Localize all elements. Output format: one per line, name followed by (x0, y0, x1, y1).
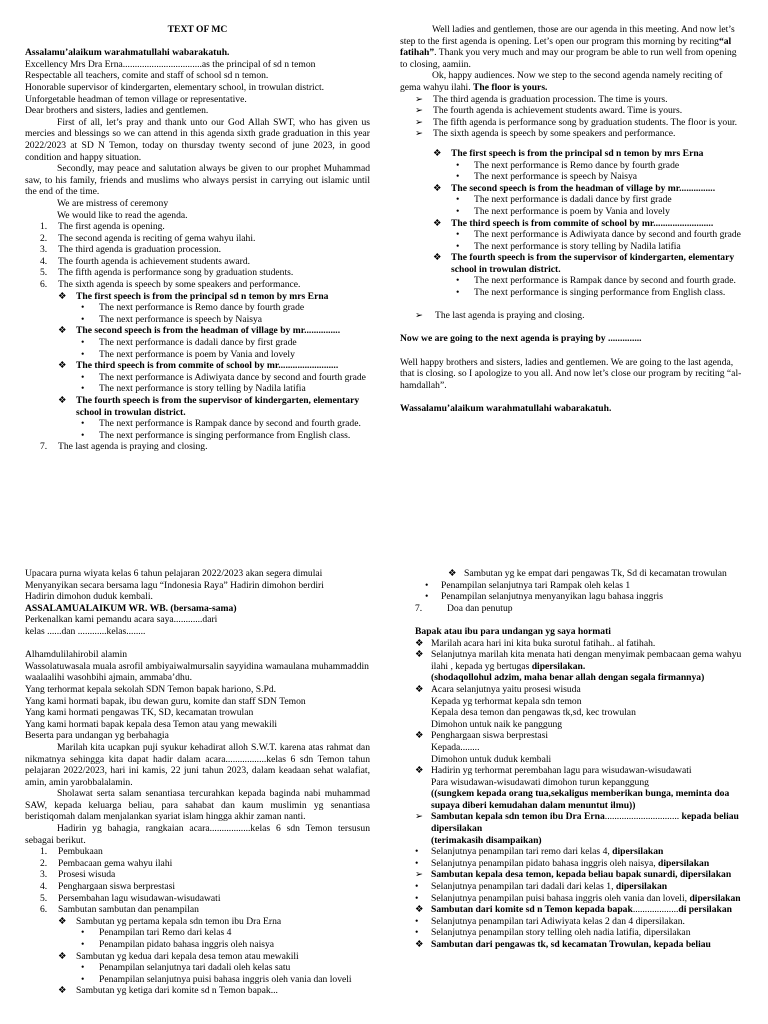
list-item (25, 881, 370, 893)
honorific-line: Yang terhormat kepala sekolah SDN Temon bapak harionо, S.Pd. (25, 683, 277, 695)
diamond-bullet-icon: ❖ (58, 395, 67, 406)
arrow-icon: ➢ (415, 93, 424, 105)
salutation-line: Dear brothers and sisters, ladies and gentlemen. (25, 105, 209, 117)
diamond-bullet-icon: ❖ (415, 904, 424, 916)
bullet-icon: • (81, 313, 85, 325)
document-title: TEXT OF MC (167, 24, 228, 35)
text-segment: Ok, happy audiences. Now we step to the second agenda namely reciting of gema wahyu ilahi. (400, 70, 723, 93)
list-text: The first speech is from the principal sd n temon by mrs Erna (451, 147, 704, 159)
agenda-intro-paragraph: Hadirin yg bahagia, rangkaian acara.................kelas 6 sdn Temon tersusun sebagai berikut. (25, 823, 370, 846)
salutation-lines (25, 59, 370, 117)
list-item (25, 893, 370, 905)
list-item (25, 279, 370, 291)
salutation-line: Unforgetable headman of temon village or representative. (25, 93, 247, 105)
list-item (25, 337, 370, 349)
agenda-list (25, 221, 370, 291)
honorific-line: Beserta para undangan yg berbahagia (25, 730, 169, 742)
list-item (415, 881, 745, 893)
bullet-icon: • (415, 846, 419, 858)
list-marker: 7. (40, 441, 48, 453)
diamond-bullet-icon: ❖ (415, 637, 424, 649)
list-number: 5. (40, 267, 48, 279)
list-item (25, 846, 370, 858)
list-text: The fifth agenda is performance song by graduation students. The floor is your. (433, 116, 738, 128)
sambutan-list-continued (415, 568, 745, 603)
bullet-icon: • (425, 591, 429, 603)
list-item (415, 869, 745, 881)
sholawat-paragraph: Sholawat serta salam senantiasa tercurahkan kepada baginda nabi muhammad SAW, kepada keluarga beliau, para sahabat dan kaum muslimin yg senantiasa beristiqomah dalam menjalankan syariat islam hingga akhir zaman nanti. (25, 788, 370, 823)
list-item (415, 939, 745, 951)
list-item (25, 325, 370, 337)
list-item (25, 985, 370, 997)
bullet-icon: • (456, 229, 460, 241)
list-item (25, 395, 370, 418)
diamond-bullet-icon: ❖ (448, 568, 457, 579)
diamond-bullet-icon: ❖ (433, 217, 442, 229)
list-item (400, 229, 745, 241)
bullet-icon: • (415, 881, 419, 893)
text-segment: . Thank you very much and may our program be able to run well from opening to closing, aamiin. (400, 47, 737, 70)
list-text: The next performance is speech by Naisya (474, 171, 638, 183)
list-text: Sambutan yg ketiga dari komite sd n Temon bapak... (76, 985, 278, 997)
list-text: The sixth agenda is speech by some speakers and performance. (58, 279, 301, 291)
bullet-icon: • (81, 383, 85, 395)
arrow-agenda-list (400, 94, 745, 140)
bullet-icon: • (415, 927, 419, 939)
list-number: 3. (40, 869, 48, 881)
list-item (25, 869, 370, 881)
list-item (25, 441, 370, 453)
bullet-icon: • (456, 159, 460, 171)
list-item (415, 927, 745, 939)
list-item (25, 858, 370, 870)
mc-script-list (415, 638, 745, 951)
list-text: The fifth agenda is performance song by graduation students. (58, 267, 294, 279)
list-text: Hadirin yg terhormat perembahan lagu para wisudawan-wisudawati Para wisudawan-wisudawati dimohon turun kepanggung ((sungkem kepada orang tua,sekaligus memberikan bunga, meminta doa supaya diberi kemudahan dalam menuntut ilmu)) (431, 765, 730, 811)
bullet-icon: • (415, 915, 419, 927)
bullet-icon: • (456, 287, 460, 299)
list-text: The next performance is Remo dance by fourth grade (474, 159, 680, 171)
arrow-icon: ➢ (415, 310, 424, 322)
list-text: The next performance is story telling by Nadila latifia (474, 240, 681, 252)
list-item (400, 287, 745, 299)
list-item (415, 638, 745, 650)
list-text: Marilah acara hari ini kita buka surotul fatihah.. al fatihah. (431, 637, 656, 649)
list-text: The next performance is Adiwiyata dance by second and fourth grade (99, 371, 366, 383)
diamond-bullet-icon: ❖ (433, 182, 442, 194)
intro-line: Menyanyikan secara bersama lagu “Indonesia Raya” Hadirin dimohon berdiri (25, 579, 324, 591)
list-number: 5. (40, 892, 48, 904)
text-segment-bold: The floor is yours. (473, 81, 548, 93)
diamond-bullet-icon: ❖ (58, 325, 67, 337)
intro-lines (25, 568, 370, 603)
list-number: 6. (40, 904, 48, 916)
list-text: Selanjutnya penampilan story telling oleh nadia latifia, dipersilakan (431, 927, 691, 939)
list-text: The next performance is dadali dance by first grade (474, 194, 672, 206)
list-number: 6. (40, 279, 48, 291)
list-item (400, 275, 745, 287)
diamond-bullet-icon: ❖ (58, 950, 67, 962)
list-item (25, 233, 370, 245)
list-text: Prosesi wisuda (58, 869, 116, 881)
list-text: Selanjutnya penampilan tari remo dari kelas 4, dipersilakan (431, 846, 664, 858)
last-arrow-list (400, 310, 745, 322)
arrow-icon: ➢ (415, 116, 424, 128)
list-item (415, 858, 745, 870)
list-item (25, 267, 370, 279)
list-text: The next performance is poem by Vania and lovely (474, 205, 670, 217)
list-item (415, 846, 745, 858)
list-item (415, 893, 745, 905)
honorific-line: Yang kami hormati pengawas TK, SD, kecamatan trowulan (25, 707, 254, 719)
list-item (400, 194, 745, 206)
bullet-icon: • (456, 171, 460, 183)
diamond-bullet-icon: ❖ (415, 765, 424, 777)
list-item (400, 310, 745, 322)
diamond-bullet-icon: ❖ (433, 252, 442, 264)
list-text: The first speech is from the principal sd n temon by mrs Erna (76, 290, 329, 302)
mc-text-english-column-1 (25, 24, 370, 453)
list-text: The third speech is from commite of school by mr......................... (451, 217, 714, 229)
list-text: The fourth agenda is achievement students award. Time is yours. (433, 105, 683, 117)
list-item (400, 105, 745, 117)
bullet-icon: • (81, 939, 85, 950)
list-text: Selanjutnya penampilan tari dadali dari kelas 1, dipersilakan (431, 881, 668, 893)
list-item (415, 568, 745, 580)
list-text: The fourth speech is from the supervisor of kindergarten, elementary school in trowulan district. (76, 395, 360, 418)
list-text: Pembukaan (58, 846, 103, 858)
list-text: The next performance is Adiwiyata dance by second and fourth grade (474, 229, 741, 241)
list-text: Selanjutnya marilah kita menata hati dengan menyimak pembacaan gema wahyu ilahi , kepada yg bertugas dipersilakan. (shodaqollohul adzim, maha benar allah dengan segala firmannya) (431, 649, 742, 684)
list-item (415, 580, 745, 592)
arrow-icon: ➢ (415, 105, 424, 117)
list-text: Sambutan yg ke empat dari pengawas Tk, Sd di kecamatan trowulan (464, 568, 727, 579)
second-agenda-paragraph (400, 70, 745, 93)
agenda-list (25, 846, 370, 916)
alhamdulillah-line: Alhamdulilahirobil alamin (25, 649, 128, 661)
diamond-bullet-icon: ❖ (415, 730, 424, 742)
list-item (415, 649, 745, 684)
bullet-icon: • (81, 973, 85, 985)
list-text: Penampilan tari Remo dari kelas 4 (99, 927, 232, 939)
list-item (415, 811, 745, 846)
list-item (400, 206, 745, 218)
list-item (400, 171, 745, 183)
list-marker: 7. (415, 602, 423, 614)
salutation-line: Honorable supervisor of kindergarten, elementary school, in trowulan district. (25, 81, 325, 93)
praying-line: Now we are going to the next agenda is praying by .............. (400, 333, 642, 345)
list-text: Penghargaan siswa berprestasi (58, 881, 176, 893)
list-item (25, 418, 370, 430)
intro-line: Perkenalkan kami pemandu acara saya............dari (25, 614, 218, 626)
list-text: The second agenda is reciting of gema wahyu ilahi. (58, 232, 256, 244)
diamond-bullet-icon: ❖ (415, 939, 424, 950)
read-agenda-line: We would like to read the agenda. (57, 209, 188, 221)
list-text: The fourth agenda is achievement students award. (58, 255, 251, 267)
list-text: Selanjutnya penampilan pidato bahasa inggris oleh naisya, dipersilakan (431, 857, 710, 869)
list-text: The next performance is singing performance from English class. (474, 287, 726, 299)
list-text: Penampilan selanjutnya menyanyikan lagu bahasa inggris (441, 591, 663, 603)
bullet-icon: • (415, 857, 419, 869)
honorific-line: Yang kami hormati bapak kepala desa Temon atau yang mewakili (25, 718, 278, 730)
list-item (400, 94, 745, 106)
bullet-icon: • (415, 892, 419, 904)
text-segment-bold: “al fatihah” (400, 35, 732, 59)
bullet-icon: • (456, 240, 460, 252)
list-text: The next performance is dadali dance by first grade (99, 337, 297, 349)
list-text: The last agenda is praying and closing. (58, 441, 208, 453)
list-text: Selanjutnya penampilan puisi bahasa inggris oleh vania dan loveli, dipersilakan (431, 892, 741, 904)
gratitude-paragraph: Marilah kita ucapkan puji syukur kehadirat alloh S.W.T. karena atas rahmat dan nikmatnya sehingga kita dapat hadir dalam acara.................kelas 6 sdn Temon tahun pelajaran 2022/2023, hari ini kamis, 22 juni tahun 2023, dalam keadaan sehat walafiat, amin, amin yarobbalalamin. (25, 741, 370, 788)
list-item (415, 765, 745, 811)
diamond-bullet-icon: ❖ (433, 147, 442, 159)
list-item (415, 904, 745, 916)
list-text: The next performance is Rampak dance by second and fourth grade. (99, 418, 361, 430)
bullet-icon: • (425, 579, 429, 591)
first-agenda-paragraph (400, 24, 745, 70)
list-text: The second speech is from the headman of village by mr............... (76, 325, 341, 337)
diamond-bullet-icon: ❖ (58, 985, 67, 997)
arrow-icon: ➢ (415, 869, 424, 881)
list-item (25, 939, 370, 951)
list-text: Sambutan kepala desa temon, kepada beliau bapak sunardi, dipersilakan (431, 869, 732, 881)
list-item (25, 360, 370, 372)
salutation-line: Respectable all teachers, comite and staff of school sd n temon. (25, 70, 269, 82)
mistress-line: We are mistress of ceremony (57, 197, 169, 209)
bullet-icon: • (81, 302, 85, 314)
agenda-closing (415, 603, 745, 615)
intro-line: Upacara purna wiyata kelas 6 tahun pelajaran 2022/2023 akan segera dimulai (25, 568, 323, 579)
speech-list (25, 291, 370, 442)
opening-paragraph: First of all, let’s pray and thank unto our God Allah SWT, who has given us mercies and blessings so we can attend in this agenda sixth grade graduation in this year 2022/2023 at SD N Temon, today on thursday twenty second of june 2023, in good condition and happy situation. (25, 116, 370, 163)
bullet-icon: • (456, 275, 460, 287)
list-text: The last agenda is praying and closing. (435, 310, 585, 322)
honorific-lines (25, 684, 370, 742)
list-number: 1. (40, 846, 48, 858)
bullet-icon: • (456, 194, 460, 206)
list-item (25, 349, 370, 361)
diamond-bullet-icon: ❖ (415, 649, 424, 661)
list-text: The second speech is from the headman of village by mr............... (451, 182, 716, 194)
intro-line: kelas ......dan ............kelas........ (25, 625, 146, 637)
list-text: The third agenda is graduation procession. (58, 244, 222, 256)
list-text: Selanjutnya penampilan tari Adiwiyata kelas 2 dan 4 dipersilakan. (431, 915, 685, 927)
list-number: 1. (40, 221, 48, 233)
intro-line: Hadirin dimohon duduk kembali. (25, 591, 153, 603)
list-item (25, 974, 370, 986)
list-text: Sambutan dari komite sd n Temon kepada bapak...................di persilakan (431, 904, 732, 916)
list-text: The next performance is Rampak dance by second and fourth grade. (474, 275, 736, 287)
text-segment: Well ladies and gentlemen, those are our agenda in this meeting. And now let’s step to the first agenda is opening. Let’s open our program this morning by reciting (400, 24, 735, 47)
arrow-icon: ➢ (415, 128, 424, 140)
list-text: The next performance is poem by Vania and lovely (99, 348, 295, 360)
list-item (415, 730, 745, 765)
bullet-icon: • (81, 429, 85, 441)
list-item (400, 128, 745, 140)
list-item (25, 256, 370, 268)
salutation-line: Excellency Mrs Dra Erna.................................as the principal of sd n temon (25, 58, 316, 70)
list-text: Sambutan sambutan dan penampilan (58, 904, 199, 916)
list-item (25, 372, 370, 384)
bullet-icon: • (81, 348, 85, 360)
audience-heading: Bapak atau ibu para undangan yg saya hormati (415, 625, 611, 637)
list-item (25, 221, 370, 233)
list-number: 4. (40, 881, 48, 893)
list-text: The fourth speech is from the supervisor of kindergarten, elementary school in trowulan district. (451, 252, 735, 275)
list-item (400, 117, 745, 129)
introduction-lines (25, 614, 370, 637)
list-number: 2. (40, 232, 48, 244)
list-text: Penampilan selanjutnya tari Rampak oleh kelas 1 (441, 579, 631, 591)
diamond-bullet-icon: ❖ (58, 360, 67, 372)
speech-list (400, 148, 745, 299)
list-item (415, 916, 745, 928)
list-text: The third agenda is graduation procession. The time is yours. (433, 93, 668, 105)
list-item (400, 241, 745, 253)
list-item (25, 951, 370, 963)
list-item (25, 302, 370, 314)
list-item (400, 252, 745, 275)
list-text: Sambutan yg kedua dari kepala desa temon atau mewakili (76, 950, 299, 962)
diamond-bullet-icon: ❖ (58, 290, 67, 302)
list-item (400, 183, 745, 195)
list-item (25, 430, 370, 442)
list-item (415, 603, 745, 615)
list-text: Doa dan penutup (447, 602, 513, 614)
mc-text-indonesian-column-2 (415, 568, 745, 951)
diamond-bullet-icon: ❖ (415, 683, 424, 695)
bullet-icon: • (81, 927, 85, 939)
list-text: The first agenda is opening. (58, 221, 165, 233)
list-item (415, 591, 745, 603)
list-text: The third speech is from commite of school by mr......................... (76, 360, 339, 372)
list-item (25, 291, 370, 303)
list-item (25, 904, 370, 916)
list-text: Penampilan pidato bahasa inggris oleh naisya (99, 939, 275, 950)
list-text: Sambutan yg pertama kepala sdn temon ibu Dra Erna (76, 915, 282, 927)
list-text: Persembahan lagu wisudawan-wisudawati (58, 892, 221, 904)
list-number: 4. (40, 255, 48, 267)
sambutan-list (25, 916, 370, 997)
list-item (25, 927, 370, 939)
agenda-last (25, 441, 370, 453)
bullet-icon: • (456, 205, 460, 217)
list-text: Sambutan dari pengawas tk, sd kecamatan Trowulan, kepada beliau (431, 939, 711, 950)
list-item (400, 148, 745, 160)
list-item (25, 962, 370, 974)
list-text: The next performance is singing performance from English class. (99, 429, 351, 441)
mc-text-indonesian-column-1 (25, 568, 370, 997)
closing-paragraph: Well happy brothers and sisters, ladies and gentlemen. We are going to the last agenda, that is closing. so I apologize to you all. And now let’s close our program by reciting “al-hamdallah”. (400, 356, 742, 391)
list-text: The next performance is Remo dance by fourth grade (99, 302, 305, 314)
honorific-line: Yang kami hormati bapak, ibu dewan guru, komite dan staff SDN Temon (25, 695, 306, 707)
list-text: Penghargaan siswa berprestasi Kepada........ Dimohon untuk duduk kembali (431, 730, 552, 765)
bullet-icon: • (81, 962, 85, 974)
list-item (400, 218, 745, 230)
list-text: Sambutan kepala sdn temon ibu Dra Erna............................... kepada beliau dipersilakan (terimakasih disampaikan) (431, 811, 739, 846)
list-item (25, 383, 370, 395)
mc-text-english-column-2 (400, 24, 745, 415)
list-text: Penampilan selanjutnya puisi bahasa inggris oleh vania dan loveli (99, 973, 352, 985)
list-text: The next performance is story telling by Nadila latifia (99, 383, 306, 395)
greeting: Assalamu’alaikum warahmatullahi wabarakatuh. (25, 47, 230, 59)
list-text: Penampilan selanjutnya tari dadali oleh kelas satu (99, 962, 291, 974)
arrow-icon: ➢ (415, 811, 424, 823)
list-item (400, 160, 745, 172)
list-text: The sixth agenda is speech by some speakers and performance. (433, 128, 676, 140)
bullet-icon: • (81, 337, 85, 349)
list-text: Pembacaan gema wahyu ilahi (58, 857, 173, 869)
list-text: Acara selanjutnya yaitu prosesi wisuda Kepada yg terhormat kepala sdn temon Kepala desa temon dan pengawas tk,sd, kec trowulan Dimohon untuk naik ke panggung (431, 683, 636, 730)
bullet-icon: • (81, 418, 85, 430)
salam-line: ASSALAMUALAIKUM WR. WB. (bersama-sama) (25, 602, 237, 614)
list-item (25, 916, 370, 928)
bullet-icon: • (81, 371, 85, 383)
list-number: 2. (40, 857, 48, 869)
list-text: The next performance is speech by Naisya (99, 313, 263, 325)
salutation-paragraph: Secondly, may peace and salutation always be given to our prophet Muhammad saw, to his family, friends and muslims who always persist in carrying out islamic until the end of the time. (25, 163, 370, 198)
list-item (25, 244, 370, 256)
diamond-bullet-icon: ❖ (58, 915, 67, 927)
list-item (415, 684, 745, 730)
wassalam-line: Wassalamu’alaikum warahmatullahi wabarakatuh. (400, 403, 612, 414)
list-item (25, 314, 370, 326)
list-number: 3. (40, 244, 48, 256)
sholawat-arabic: Wassolatuwasala muala asrofil ambiyaiwalmursalin sayyidina wamaulana muhammaddin waalaalihi wasohbihi ajmain, ammaba’dhu. (25, 660, 369, 684)
